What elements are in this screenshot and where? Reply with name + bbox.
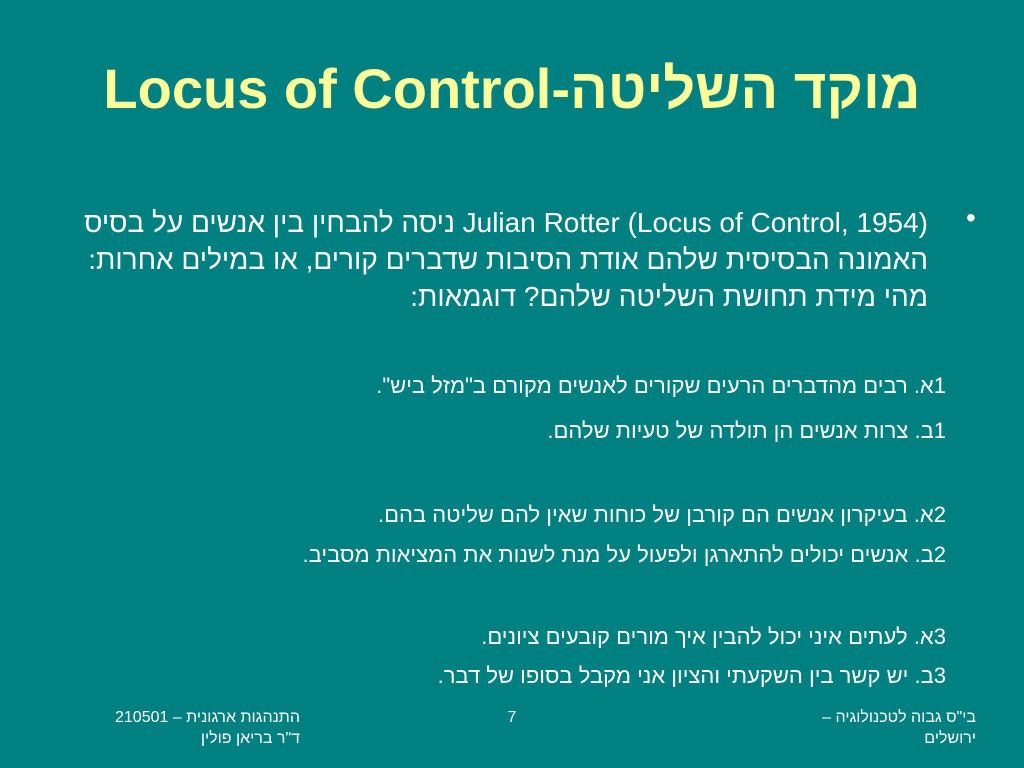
example-2b: 2ב. אנשים יכולים להתארגן ולפעול על מנת לשנות את המציאות מסביב. [302, 542, 946, 567]
example-1b: 1ב. צרות אנשים הן תולדה של טעיות שלהם. [547, 418, 946, 443]
example-3a: 3א. לעתים איני יכול להבין איך מורים קובעים ציונים. [481, 624, 946, 649]
footer-institution-name: בי"ס גבוה לטכנולוגיה – [822, 709, 976, 726]
footer-city: ירושלים [924, 729, 976, 747]
footer-lecturer: ד"ר בריאן פולין [200, 729, 300, 747]
example-3b: 3ב. יש קשר בין השקעתי והציון אני מקבל בסופו של דבר. [437, 663, 946, 688]
example-1a: 1א. רבים מהדברים הרעים שקורים לאנשים מקורם ב"מזל ביש". [376, 373, 946, 398]
example-2a: 2א. בעיקרון אנשים הם קורבן של כוחות שאין להם שליטה בהם. [377, 502, 946, 527]
footer-institution [744, 708, 976, 750]
slide-title: Locus of Control-מוקד השליטה [103, 57, 921, 120]
footer-course: התנהגות ארגונית – 210501 [115, 709, 300, 726]
bullet-marker: • [966, 202, 976, 233]
footer-course-info [60, 708, 300, 750]
page-number: 7 [507, 709, 517, 726]
main-paragraph: Julian Rotter (Locus of Control, 1954) ניסה להבחין בין אנשים על בסיס האמונה הבסיסית שלהם אודת הסיבות שדברים קורים, או במילים אחרות: מהי מידת תחושת השליטה שלהם? דוגמאות: [84, 207, 928, 313]
